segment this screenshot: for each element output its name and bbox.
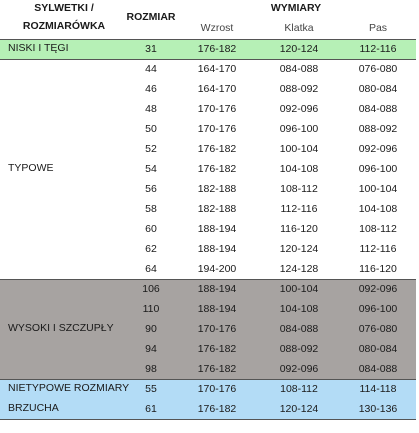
- height-cell: 164-170: [197, 63, 237, 75]
- size-cell: 46: [145, 83, 157, 95]
- header-wymiary: WYMIARY: [270, 2, 322, 14]
- waist-cell: 130-136: [358, 403, 398, 415]
- height-cell: 176-182: [197, 403, 237, 415]
- table-row: [0, 279, 419, 299]
- height-cell: 194-200: [197, 263, 237, 275]
- height-cell: 188-194: [197, 223, 237, 235]
- chest-cell: 124-128: [279, 263, 319, 275]
- chest-cell: 104-108: [279, 163, 319, 175]
- height-cell: 176-182: [197, 363, 237, 375]
- chest-cell: 096-100: [279, 123, 319, 135]
- waist-cell: 112-116: [359, 243, 397, 255]
- height-cell: 182-188: [197, 203, 237, 215]
- chest-cell: 092-096: [279, 363, 319, 375]
- waist-cell: 108-112: [359, 223, 397, 235]
- height-cell: 170-176: [197, 383, 237, 395]
- waist-cell: 092-096: [358, 143, 398, 155]
- chest-cell: 100-104: [279, 283, 319, 295]
- height-cell: 182-188: [197, 183, 237, 195]
- chest-cell: 088-092: [279, 83, 319, 95]
- waist-cell: 114-118: [359, 383, 397, 395]
- height-cell: 164-170: [197, 83, 237, 95]
- waist-cell: 084-088: [358, 103, 398, 115]
- chest-cell: 116-120: [280, 223, 318, 235]
- header-klatka: Klatka: [284, 22, 314, 34]
- group-label-line2: BRZUCHA: [8, 402, 59, 414]
- table-row: [0, 59, 419, 79]
- waist-cell: 080-084: [358, 343, 398, 355]
- size-cell: 90: [145, 323, 157, 335]
- chest-cell: 108-112: [280, 183, 318, 195]
- height-cell: 176-182: [197, 43, 237, 55]
- chest-cell: 120-124: [279, 43, 319, 55]
- table-row: [0, 179, 419, 199]
- table-row: [0, 399, 419, 419]
- height-cell: 188-194: [197, 283, 237, 295]
- waist-cell: 096-100: [358, 303, 398, 315]
- size-cell: 44: [145, 63, 157, 75]
- size-cell: 94: [145, 343, 157, 355]
- waist-cell: 116-120: [359, 263, 397, 275]
- waist-cell: 088-092: [358, 123, 398, 135]
- height-cell: 176-182: [197, 143, 237, 155]
- size-cell: 52: [145, 143, 157, 155]
- size-cell: 54: [145, 163, 157, 175]
- header-pas: Pas: [368, 22, 388, 34]
- waist-cell: 076-080: [358, 63, 398, 75]
- size-cell: 60: [145, 223, 157, 235]
- waist-cell: 076-080: [358, 323, 398, 335]
- size-cell: 98: [145, 363, 157, 375]
- chest-cell: 084-088: [279, 63, 319, 75]
- chest-cell: 100-104: [279, 143, 319, 155]
- table-row: [0, 99, 419, 119]
- size-cell: 48: [145, 103, 157, 115]
- header-sylwetki: SYLWETKI /: [34, 2, 94, 14]
- height-cell: 188-194: [197, 243, 237, 255]
- height-cell: 170-176: [197, 323, 237, 335]
- chest-cell: 120-124: [279, 403, 319, 415]
- chest-cell: 084-088: [279, 323, 319, 335]
- table-row: [0, 79, 419, 99]
- size-cell: 62: [145, 243, 157, 255]
- group-label: NISKI I TĘGI: [8, 42, 69, 54]
- size-cell: 106: [142, 283, 160, 295]
- chest-cell: 092-096: [279, 103, 319, 115]
- table-row: [0, 39, 419, 59]
- table-row: [0, 199, 419, 219]
- table-header: [0, 0, 419, 39]
- waist-cell: 112-116: [359, 43, 397, 55]
- table-row: [0, 239, 419, 259]
- size-cell: 55: [145, 383, 157, 395]
- size-cell: 61: [145, 403, 157, 415]
- group-label: WYSOKI I SZCZUPŁY: [8, 322, 114, 334]
- height-cell: 170-176: [197, 123, 237, 135]
- size-cell: 50: [145, 123, 157, 135]
- table-row: [0, 339, 419, 359]
- height-cell: 170-176: [197, 103, 237, 115]
- waist-cell: 100-104: [358, 183, 398, 195]
- divider: [0, 419, 416, 420]
- table-row: [0, 139, 419, 159]
- waist-cell: 104-108: [358, 203, 398, 215]
- height-cell: 176-182: [197, 343, 237, 355]
- table-row: [0, 319, 419, 339]
- height-cell: 188-194: [197, 303, 237, 315]
- table-row: [0, 359, 419, 379]
- header-rozmiar: ROZMIAR: [126, 11, 176, 23]
- table-row: [0, 299, 419, 319]
- height-cell: 176-182: [197, 163, 237, 175]
- header-wzrost: Wzrost: [200, 22, 234, 34]
- size-cell: 58: [145, 203, 157, 215]
- size-cell: 56: [145, 183, 157, 195]
- table-row: [0, 159, 419, 179]
- waist-cell: 084-088: [358, 363, 398, 375]
- group-label: TYPOWE: [8, 162, 54, 174]
- table-row: [0, 259, 419, 279]
- table-row: [0, 379, 419, 399]
- waist-cell: 092-096: [358, 283, 398, 295]
- chest-cell: 112-116: [280, 203, 318, 215]
- group-label: NIETYPOWE ROZMIARY: [8, 382, 130, 394]
- header-rozmiarowka: ROZMIARÓWKA: [22, 20, 106, 32]
- size-cell: 31: [145, 43, 157, 55]
- waist-cell: 080-084: [358, 83, 398, 95]
- table-row: [0, 119, 419, 139]
- waist-cell: 096-100: [358, 163, 398, 175]
- chest-cell: 108-112: [280, 383, 318, 395]
- size-cell: 64: [145, 263, 157, 275]
- chest-cell: 120-124: [279, 243, 319, 255]
- chest-cell: 088-092: [279, 343, 319, 355]
- chest-cell: 104-108: [279, 303, 319, 315]
- table-row: [0, 219, 419, 239]
- size-cell: 110: [142, 303, 160, 315]
